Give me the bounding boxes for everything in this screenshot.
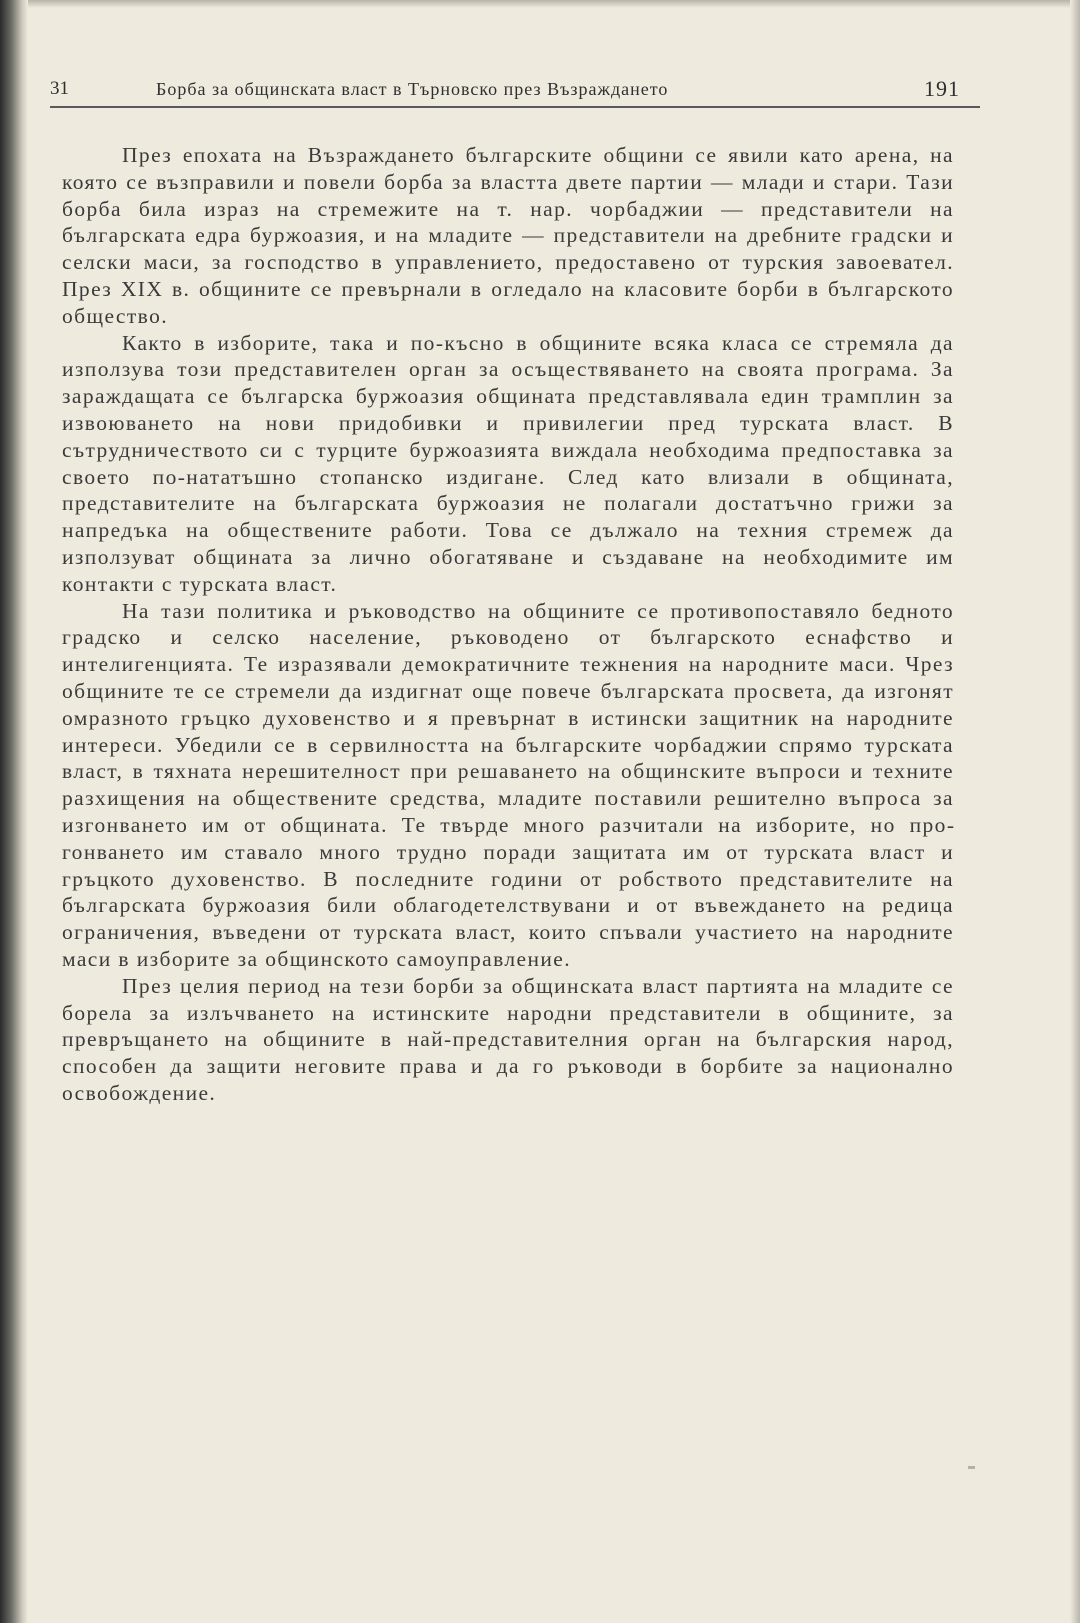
binding-shadow: [0, 0, 28, 1623]
running-header: [50, 72, 980, 106]
paragraph-2: Както в изборите, така и по-късно в общините всяка класа се стремяла да използува този представителен орган за осъществяването на своята програма. За зараждащата се българска буржоазия общината представлявала един трамплин за извоюването на нови придобивки и привилегии пред турската власт. В сътрудничеството си с турците буржоазията виждала необходима предпоставка за своето по-нататъшно стопанско издигане. След като влизали в общината, представителите на българската буржоазия не полагали достатъчно грижи за напредъка на обществените работи. Това се дължало на техния стремеж да използуват общината за лично обогатяване и създаване на необходимите им контакти с турската власт.: [62, 330, 954, 596]
paragraph-1: През епохата на Възраждането българските общини се явили като арена, на която се възправили и повели борба за властта двете партии — млади и стари. Тази борба била израз на стремежите на т. нар. чорбаджии — представители на българската едра буржоазия, и на младите — представители на дребните градски и селски маси, за господство в управлението, предоставено от турския завоевател. През XIX в. общините се превърнали в огледало на класовите борби в българското общество.: [62, 143, 954, 328]
header-rule: [50, 106, 980, 108]
page-top-edge: [0, 0, 1080, 8]
header-page-ref: 31: [50, 78, 69, 99]
page-number: 191: [924, 76, 960, 101]
body-text: [62, 142, 954, 1107]
paragraph-3: На тази политика и ръководство на общините се противопоставяло бедното градско и селско население, ръководено от българското еснафство и интелигенцията. Те изразявали демократичните тежнения на народните маси. Чрез общините те се стремели да издигнат още повече българската просвета, да изгонят омразното гръцко духовенство и я превърнат в истински защитник на народните интереси. Убедили се в сервилността на българските чорбаджии спрямо турската власт, в тяхната нерешителност при решаването на общинските въпроси и техните разхищения на обществените средства, младите поставили решително въпроса за изгонването им от общината. Те твърде много разчитали на изборите, но прогонването им ставало много трудно поради защитата им от турската власт и гръцкото духовенство. В последните години от робството представителите на българската буржоазия били облагодетелствувани и от въвеждането на редица ограничения, въведени от турската власт, които спъвали участието на народните маси в изборите за общинското самоуправление.: [62, 598, 954, 971]
page-right-edge: [1070, 0, 1080, 1623]
scan-speck: [968, 1466, 975, 1469]
running-title: Борба за общинската власт в Търновско през Възраждането: [156, 79, 669, 99]
paragraph-4: През целия период на тези борби за общинската власт партията на младите се борела за излъчването на истинските народни представители в общините, за превръщането на общините в най-представителния орган на българския народ, способен да защити неговите права и да го ръководи в борбите за национално освобождение.: [62, 973, 954, 1105]
